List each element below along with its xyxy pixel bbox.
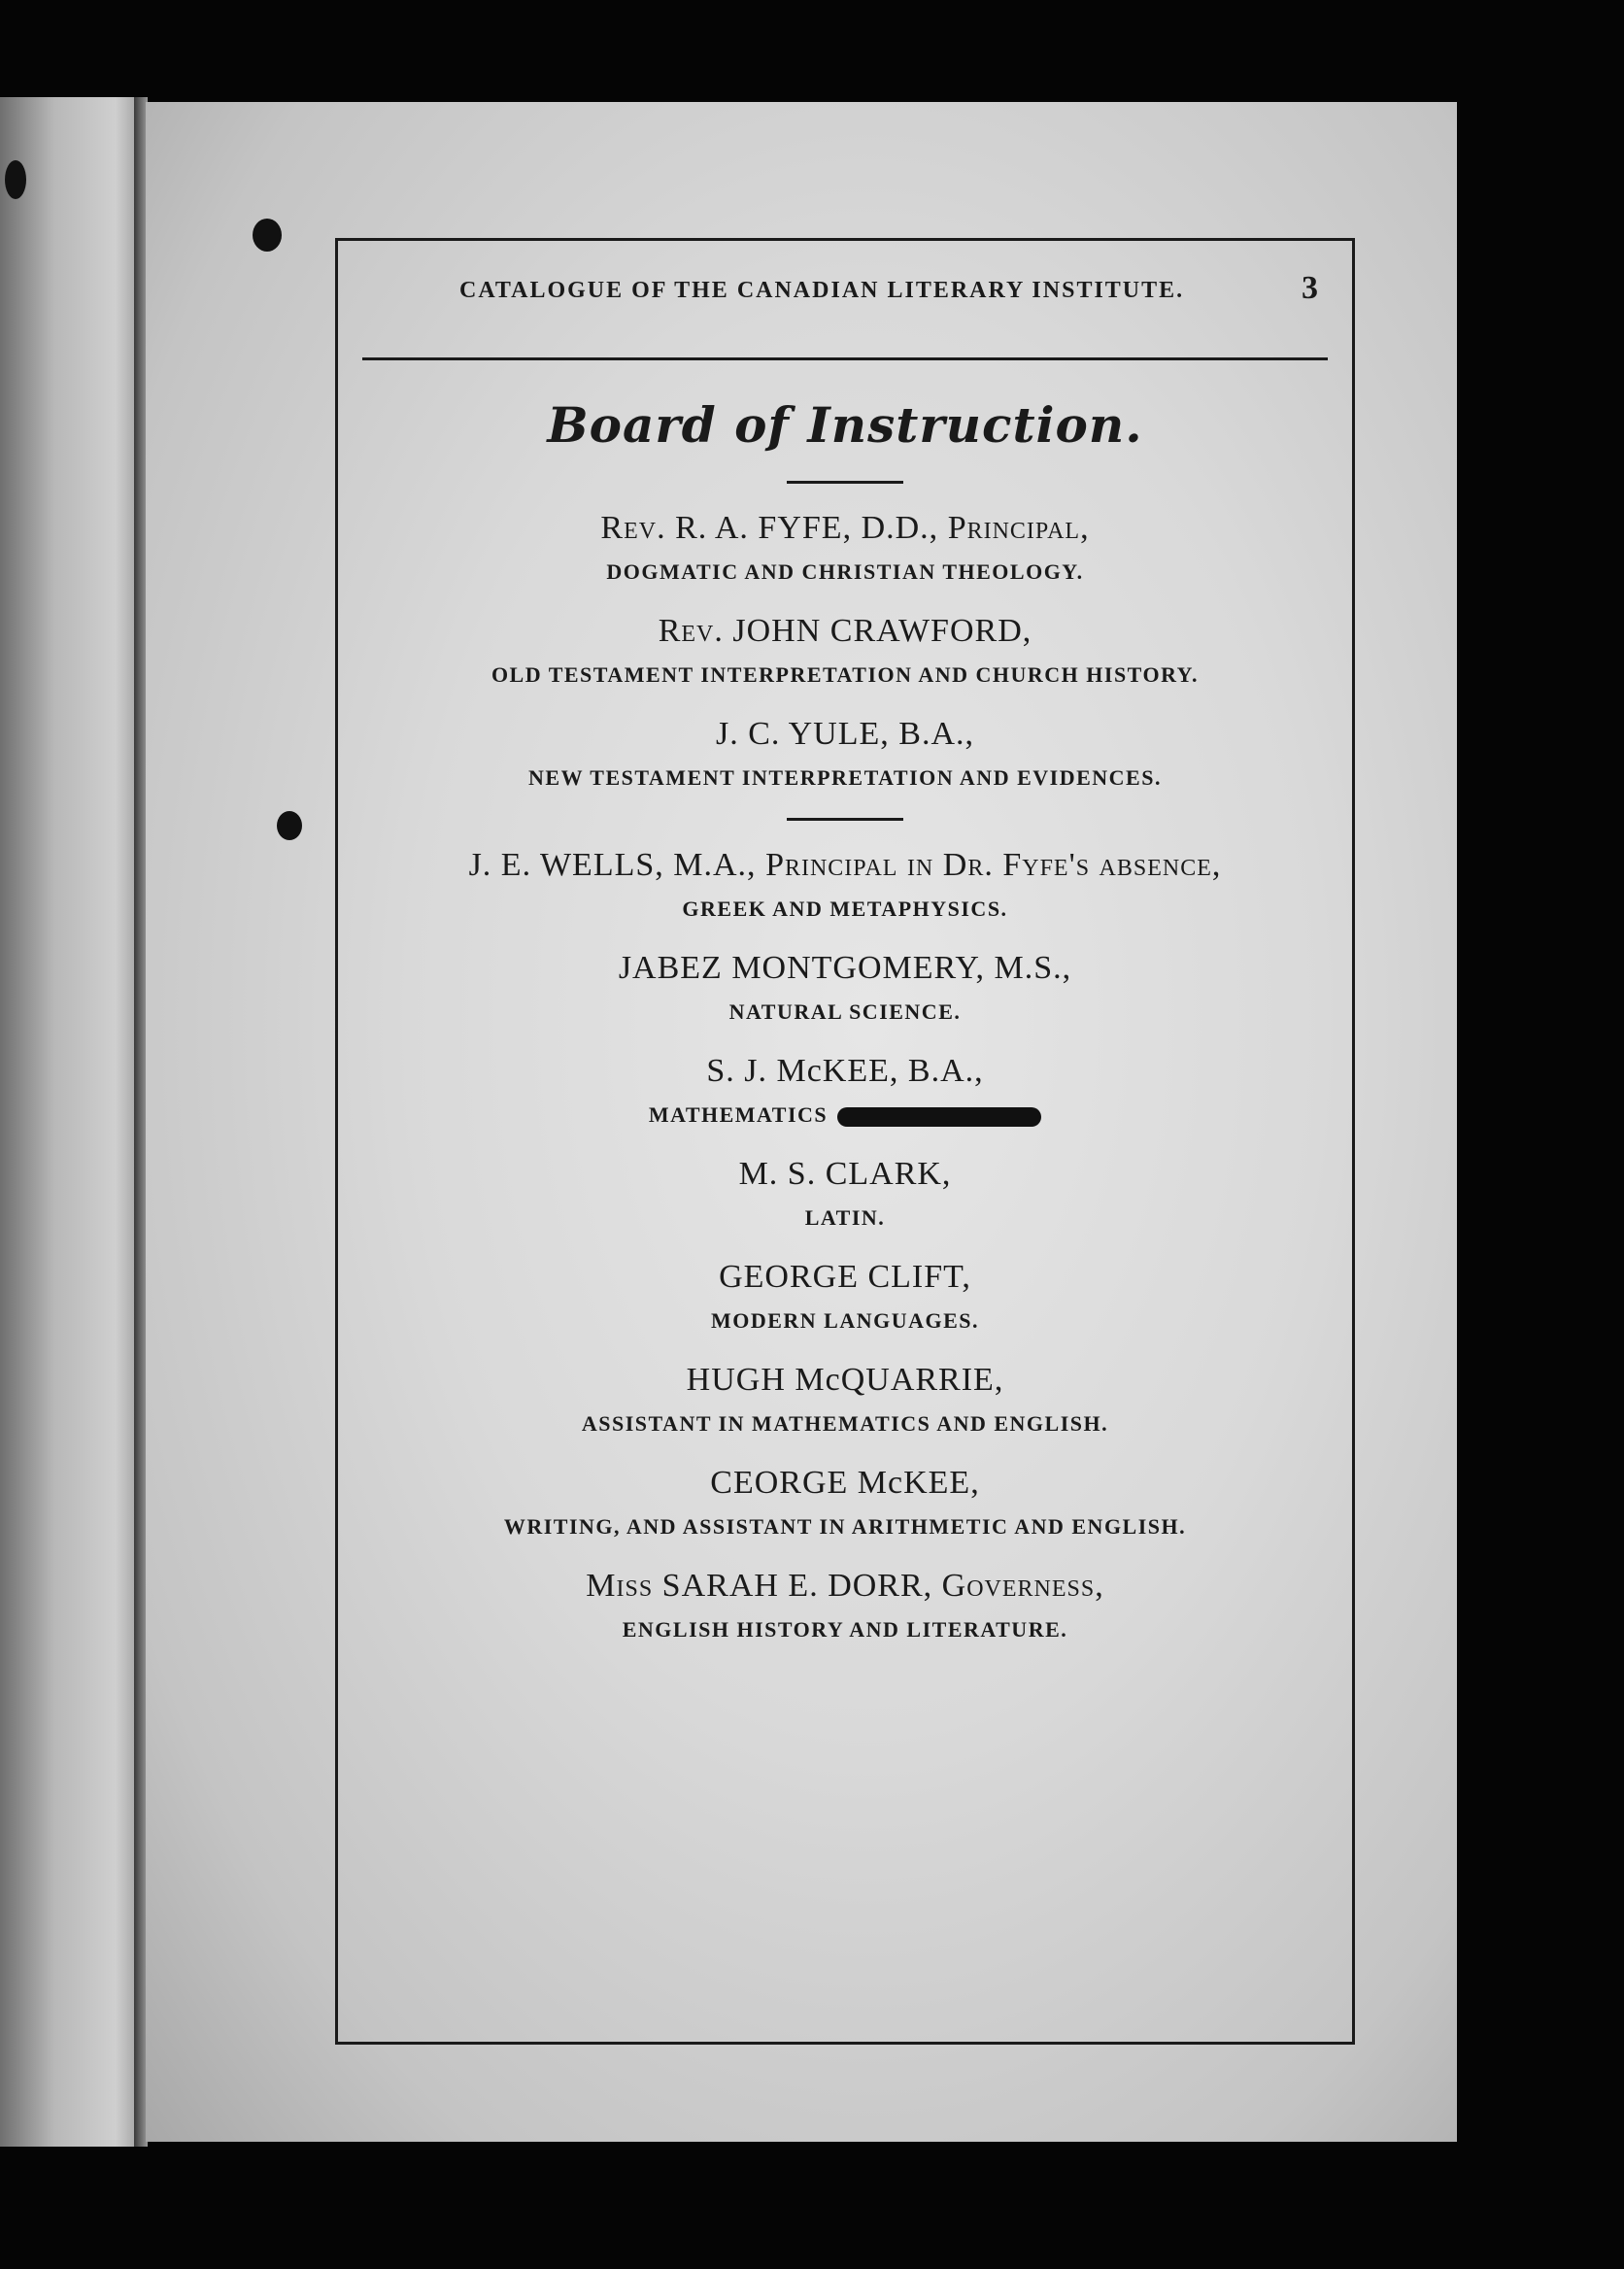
faculty-entry bbox=[338, 509, 1352, 587]
faculty-name-line bbox=[338, 612, 1352, 651]
faculty-subject-text: GREEK AND METAPHYSICS. bbox=[682, 897, 1008, 921]
faculty-name: J. E. WELLS, M.A., bbox=[468, 847, 757, 883]
faculty-name-line bbox=[338, 1361, 1352, 1400]
faculty-subject-text: ASSISTANT IN MATHEMATICS AND ENGLISH. bbox=[581, 1411, 1109, 1436]
faculty-subject bbox=[338, 895, 1352, 924]
faculty-name-line bbox=[338, 949, 1352, 988]
faculty-name-line bbox=[338, 1155, 1352, 1194]
previous-page-edge bbox=[0, 97, 136, 2147]
faculty-name-line bbox=[338, 1567, 1352, 1606]
faculty-entry bbox=[338, 1361, 1352, 1439]
running-header bbox=[338, 270, 1352, 319]
faculty-name-line bbox=[338, 1052, 1352, 1091]
section-rule bbox=[787, 481, 903, 484]
group-divider-rule bbox=[787, 818, 903, 821]
ink-spot bbox=[277, 811, 302, 840]
faculty-name: JOHN CRAWFORD, bbox=[732, 613, 1032, 649]
faculty-role: Principal in Dr. Fyfe's absence, bbox=[765, 847, 1222, 883]
faculty-name: SARAH E. DORR, bbox=[661, 1568, 933, 1604]
faculty-name-line bbox=[338, 1258, 1352, 1297]
catalogue-page bbox=[146, 102, 1457, 2142]
ink-spot bbox=[253, 219, 282, 252]
faculty-subject bbox=[338, 763, 1352, 793]
faculty-entry bbox=[338, 612, 1352, 690]
faculty-entry bbox=[338, 715, 1352, 793]
faculty-subject bbox=[338, 1409, 1352, 1439]
faculty-subject-text: NEW TESTAMENT INTERPRETATION AND EVIDENCES. bbox=[528, 765, 1162, 790]
name-prefix: Rev. bbox=[600, 510, 666, 546]
faculty-subject bbox=[338, 1101, 1352, 1130]
faculty-subject bbox=[338, 1203, 1352, 1233]
faculty-entry bbox=[338, 1567, 1352, 1644]
running-header-title: CATALOGUE OF THE CANADIAN LITERARY INSTITUTE. bbox=[459, 278, 1185, 303]
faculty-entry bbox=[338, 846, 1352, 924]
faculty-name: GEORGE CLIFT, bbox=[719, 1259, 971, 1295]
faculty-subject bbox=[338, 558, 1352, 587]
faculty-entry bbox=[338, 1258, 1352, 1336]
page-frame bbox=[335, 238, 1355, 2045]
faculty-subject bbox=[338, 1512, 1352, 1541]
faculty-entry bbox=[338, 1052, 1352, 1130]
faculty-entry bbox=[338, 1155, 1352, 1233]
faculty-subject-text: MATHEMATICS bbox=[648, 1102, 829, 1127]
faculty-subject-text: DOGMATIC AND CHRISTIAN THEOLOGY. bbox=[606, 559, 1084, 584]
faculty-subject-text: NATURAL SCIENCE. bbox=[728, 999, 962, 1024]
faculty-name: CEORGE McKEE, bbox=[710, 1465, 980, 1501]
faculty-entry bbox=[338, 949, 1352, 1027]
faculty-subject-text: LATIN. bbox=[804, 1205, 886, 1230]
faculty-entry bbox=[338, 1464, 1352, 1541]
faculty-name-line bbox=[338, 846, 1352, 885]
faculty-role: Principal, bbox=[947, 510, 1090, 546]
faculty-subject-text: WRITING, AND ASSISTANT IN ARITHMETIC AND ENGLISH. bbox=[503, 1514, 1187, 1539]
faculty-name: S. J. McKEE, B.A., bbox=[706, 1053, 984, 1089]
faculty-name: HUGH McQUARRIE, bbox=[686, 1362, 1004, 1398]
faculty-name-line bbox=[338, 715, 1352, 754]
faculty-subject-text: OLD TESTAMENT INTERPRETATION AND CHURCH HISTORY. bbox=[491, 662, 1200, 687]
ink-spot bbox=[5, 160, 26, 199]
faculty-subject bbox=[338, 660, 1352, 690]
faculty-name-line bbox=[338, 1464, 1352, 1503]
faculty-subject bbox=[338, 1615, 1352, 1644]
faculty-role: Governess, bbox=[941, 1568, 1104, 1604]
name-prefix: Miss bbox=[586, 1568, 654, 1604]
faculty-subject bbox=[338, 998, 1352, 1027]
header-rule bbox=[362, 357, 1328, 360]
page-number: 3 bbox=[1302, 270, 1318, 306]
faculty-subject-text: ENGLISH HISTORY AND LITERATURE. bbox=[622, 1617, 1068, 1642]
faculty-name: M. S. CLARK, bbox=[738, 1156, 952, 1192]
faculty-group-general bbox=[338, 846, 1352, 1644]
faculty-name: R. A. FYFE, D.D., bbox=[675, 510, 939, 546]
struck-out-text bbox=[837, 1107, 1041, 1127]
faculty-name-line bbox=[338, 509, 1352, 548]
faculty-name: J. C. YULE, B.A., bbox=[715, 716, 975, 752]
faculty-subject-text: MODERN LANGUAGES. bbox=[710, 1308, 980, 1333]
faculty-subject bbox=[338, 1306, 1352, 1336]
board-of-instruction bbox=[338, 387, 1352, 1670]
faculty-name: JABEZ MONTGOMERY, M.S., bbox=[618, 950, 1072, 986]
name-prefix: Rev. bbox=[658, 613, 724, 649]
section-title: Board of Instruction. bbox=[547, 396, 1143, 454]
faculty-group-theology bbox=[338, 509, 1352, 793]
